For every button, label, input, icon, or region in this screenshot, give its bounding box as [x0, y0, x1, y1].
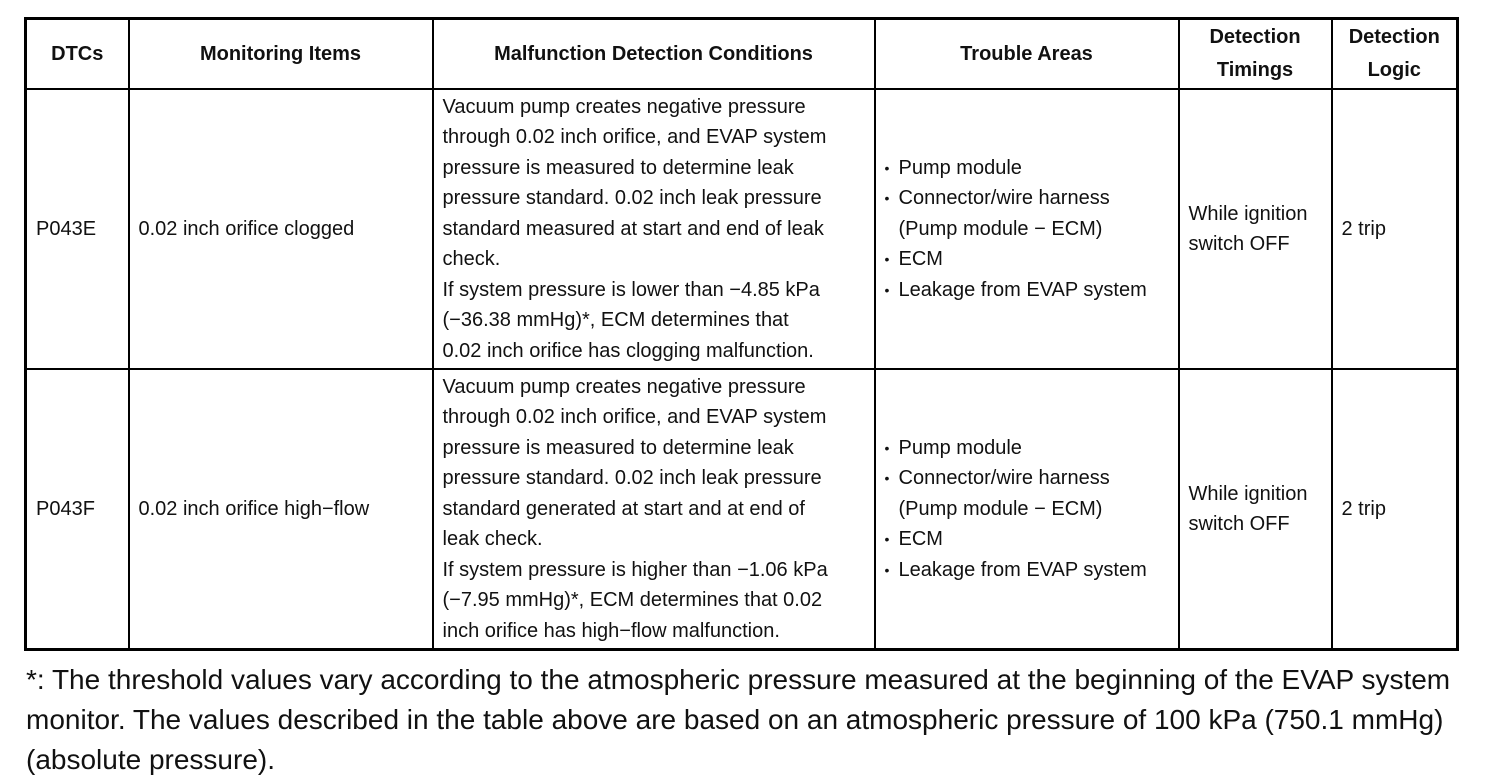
trouble-area-item: • Pump module [885, 153, 1169, 184]
condition-line: (−36.38 mmHg)*, ECM determines that [442, 309, 789, 332]
table-row [26, 369, 1458, 650]
dtc-table [24, 17, 1459, 651]
condition-line: check. [442, 248, 501, 271]
header-row [26, 19, 1458, 90]
header-logic-line-1: Detection [1348, 26, 1440, 48]
trouble-area-list [885, 153, 1169, 306]
detection-logic: 2 trip [1332, 89, 1458, 369]
detection-logic: 2 trip [1332, 369, 1458, 650]
header-dtcs: DTCs [26, 19, 129, 90]
trouble-area-item: • Leakage from EVAP system [885, 555, 1169, 586]
dtc-code: P043E [26, 89, 129, 369]
trouble-area-item: • ECM [885, 524, 1169, 555]
monitoring-item: 0.02 inch orifice high−flow [129, 369, 433, 650]
header-detection-logic [1332, 19, 1458, 90]
condition-line: standard generated at start and at end of [442, 497, 805, 520]
condition-line: 0.02 inch orifice has clogging malfunction. [442, 339, 814, 362]
bullet-icon: • [884, 190, 890, 207]
bullet-icon: • [884, 281, 890, 298]
condition-line: Vacuum pump creates negative pressure [442, 375, 806, 398]
footnote: *: The threshold values vary according to the atmospheric pressure measured at the beginning of the EVAP system monitor. The values described in the table above are based on an atmospheric pressure of 100 kPa (750.1 mmHg) (absolute pressure). [26, 664, 1451, 775]
condition-line: pressure is measured to determine leak [442, 436, 794, 459]
bullet-icon: • [884, 561, 890, 578]
table-header [26, 19, 1458, 90]
detection-timing: While ignition switch OFF [1179, 89, 1332, 369]
condition-line: Vacuum pump creates negative pressure [442, 95, 806, 118]
trouble-area-item: • Connector/wire harness (Pump module − ECM) [885, 183, 1169, 244]
trouble-area-item: • Pump module [885, 433, 1169, 464]
header-monitoring-items: Monitoring Items [129, 19, 433, 90]
condition-line: leak check. [442, 528, 543, 551]
header-timing-line-2: Timings [1216, 59, 1294, 81]
table-row [26, 89, 1458, 369]
trouble-area-item: • Leakage from EVAP system [885, 275, 1169, 306]
condition-line: pressure standard. 0.02 inch leak pressure [442, 187, 822, 210]
detection-timing: While ignition switch OFF [1179, 369, 1332, 650]
condition-line: If system pressure is lower than −4.85 kPa [442, 278, 820, 301]
monitoring-item: 0.02 inch orifice clogged [129, 89, 433, 369]
trouble-area-item: • Connector/wire harness (Pump module − ECM) [885, 463, 1169, 524]
bullet-icon: • [884, 159, 890, 176]
bullet-icon: • [884, 439, 890, 456]
condition-line: (−7.95 mmHg)*, ECM determines that 0.02 [442, 589, 823, 612]
header-trouble-areas: Trouble Areas [875, 19, 1179, 90]
condition-line: standard measured at start and end of leak [442, 217, 824, 240]
detection-conditions [433, 369, 875, 650]
dtc-code: P043F [26, 369, 129, 650]
header-detection-timings [1179, 19, 1332, 90]
bullet-icon: • [884, 470, 890, 487]
bullet-icon: • [884, 251, 890, 268]
trouble-area-item: • ECM [885, 244, 1169, 275]
trouble-area-list [885, 433, 1169, 586]
header-logic-line-2: Logic [1367, 59, 1421, 81]
trouble-areas [875, 89, 1179, 369]
condition-line: through 0.02 inch orifice, and EVAP system [442, 126, 827, 149]
condition-line: If system pressure is higher than −1.06 kPa [442, 558, 828, 581]
table-body [26, 89, 1458, 650]
header-timing-line-1: Detection [1209, 26, 1301, 48]
detection-conditions [433, 89, 875, 369]
condition-line: through 0.02 inch orifice, and EVAP system [442, 406, 827, 429]
header-conditions: Malfunction Detection Conditions [433, 19, 875, 90]
condition-line: pressure is measured to determine leak [442, 156, 794, 179]
trouble-areas [875, 369, 1179, 650]
condition-line: pressure standard. 0.02 inch leak pressure [442, 467, 822, 490]
bullet-icon: • [884, 531, 890, 548]
condition-line: inch orifice has high−flow malfunction. [442, 619, 780, 642]
